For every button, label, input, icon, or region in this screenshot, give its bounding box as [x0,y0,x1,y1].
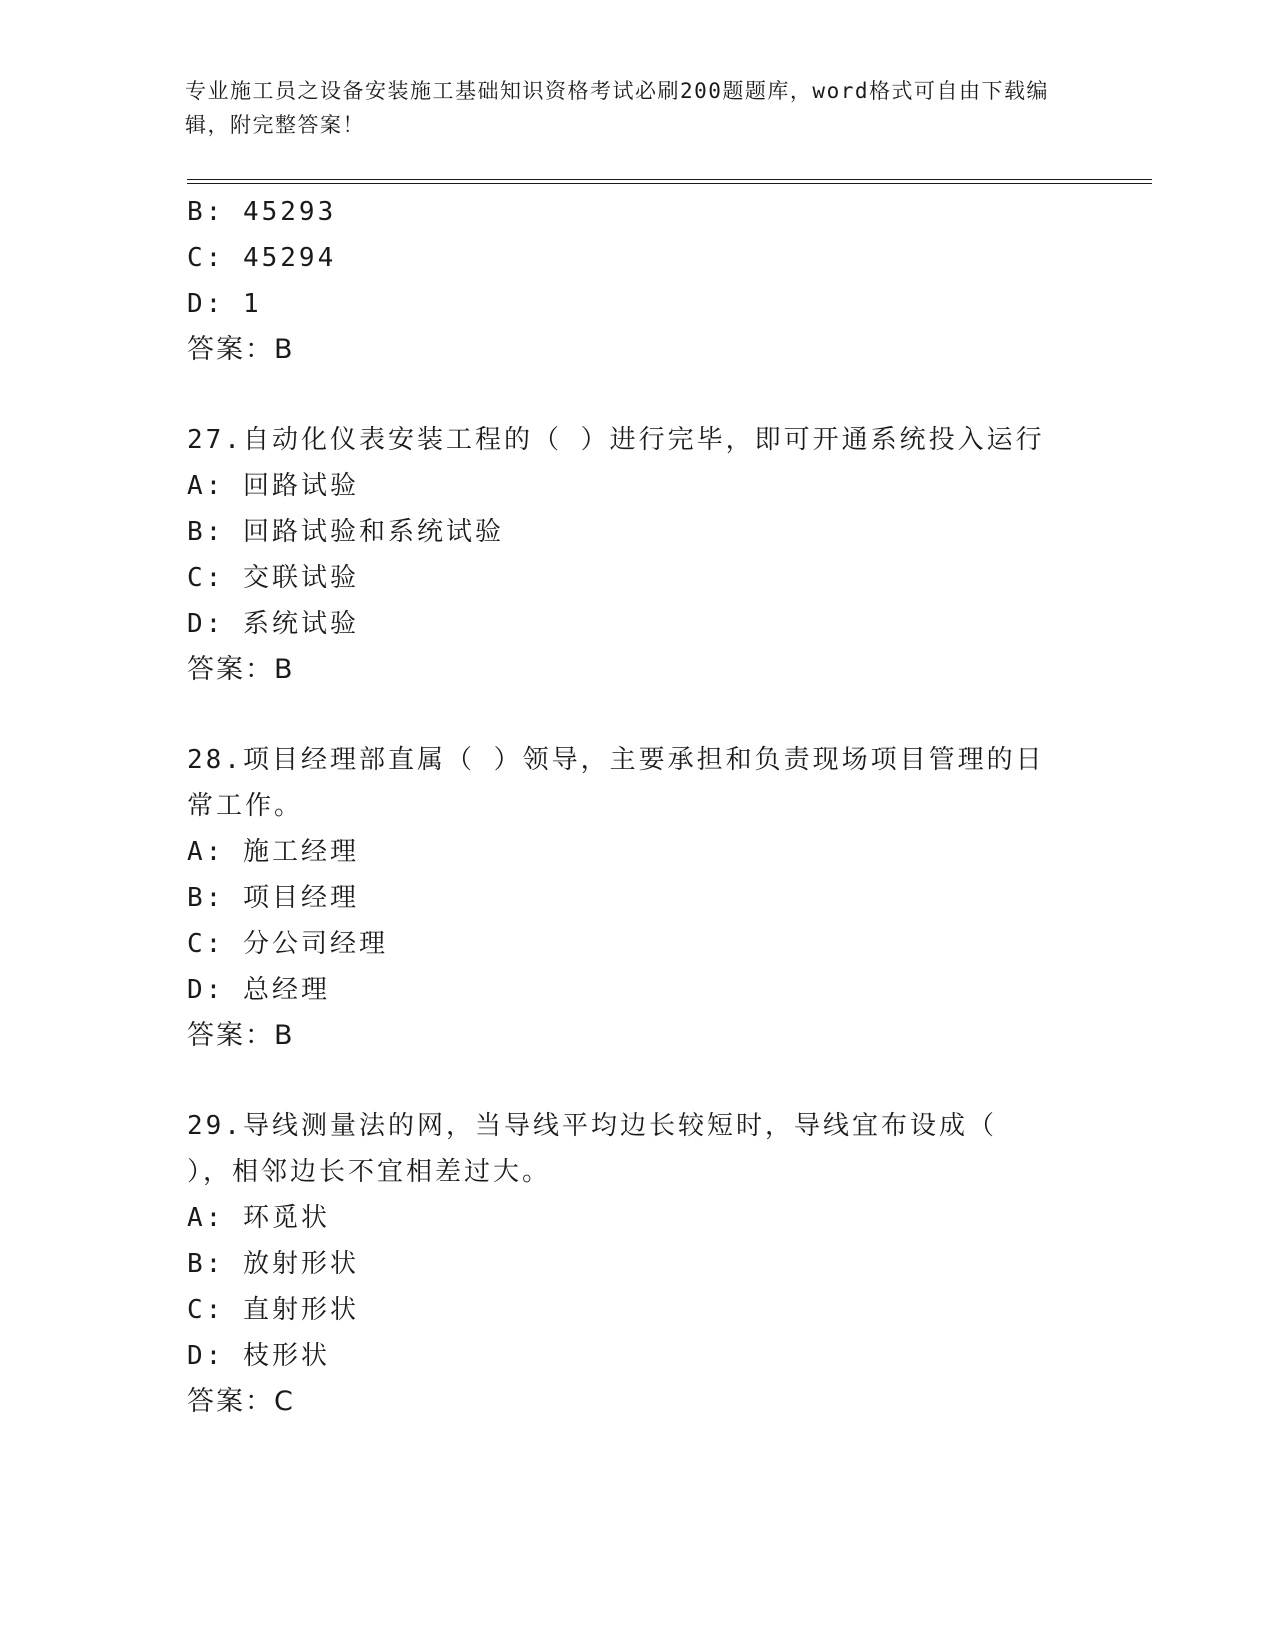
option-b: B: 45293 [187,197,337,227]
option-b: B: 项目经理 [187,883,359,913]
option-d: D: 枝形状 [187,1341,330,1371]
question-list [187,189,1127,1425]
answer-line: 答案：B [187,1020,295,1051]
question-block-27 [187,417,1127,693]
option-d: D: 系统试验 [187,609,359,639]
option-c: C: 45294 [187,243,337,273]
option-d: D: 总经理 [187,975,330,1005]
header-divider-bottom [187,183,1152,184]
option-a: A: 回路试验 [187,471,359,501]
option-b: B: 回路试验和系统试验 [187,517,504,547]
document-header: 专业施工员之设备安装施工基础知识资格考试必刷200题题库，word格式可自由下载编辑，附完整答案！ [185,79,1049,137]
question-block-26 [187,189,1127,373]
option-c: C: 直射形状 [187,1295,359,1325]
option-b: B: 放射形状 [187,1249,359,1279]
answer-line: 答案：C [187,1386,295,1417]
question-block-28 [187,737,1127,1059]
option-a: A: 环觅状 [187,1203,330,1233]
header-divider-top [187,179,1152,180]
question-block-29 [187,1103,1127,1425]
option-c: C: 分公司经理 [187,929,388,959]
answer-line: 答案：B [187,334,295,365]
option-c: C: 交联试验 [187,563,359,593]
question-text: 28.项目经理部直属（ ）领导，主要承担和负责现场项目管理的日常工作。 [187,745,1045,821]
question-text: 29.导线测量法的网，当导线平均边长较短时，导线宜布设成（ ），相邻边长不宜相差过大。 [187,1111,997,1187]
answer-line: 答案：B [187,654,295,685]
option-a: A: 施工经理 [187,837,359,867]
option-d: D: 1 [187,289,262,319]
question-text: 27.自动化仪表安装工程的（ ）进行完毕，即可开通系统投入运行 [187,425,1045,455]
